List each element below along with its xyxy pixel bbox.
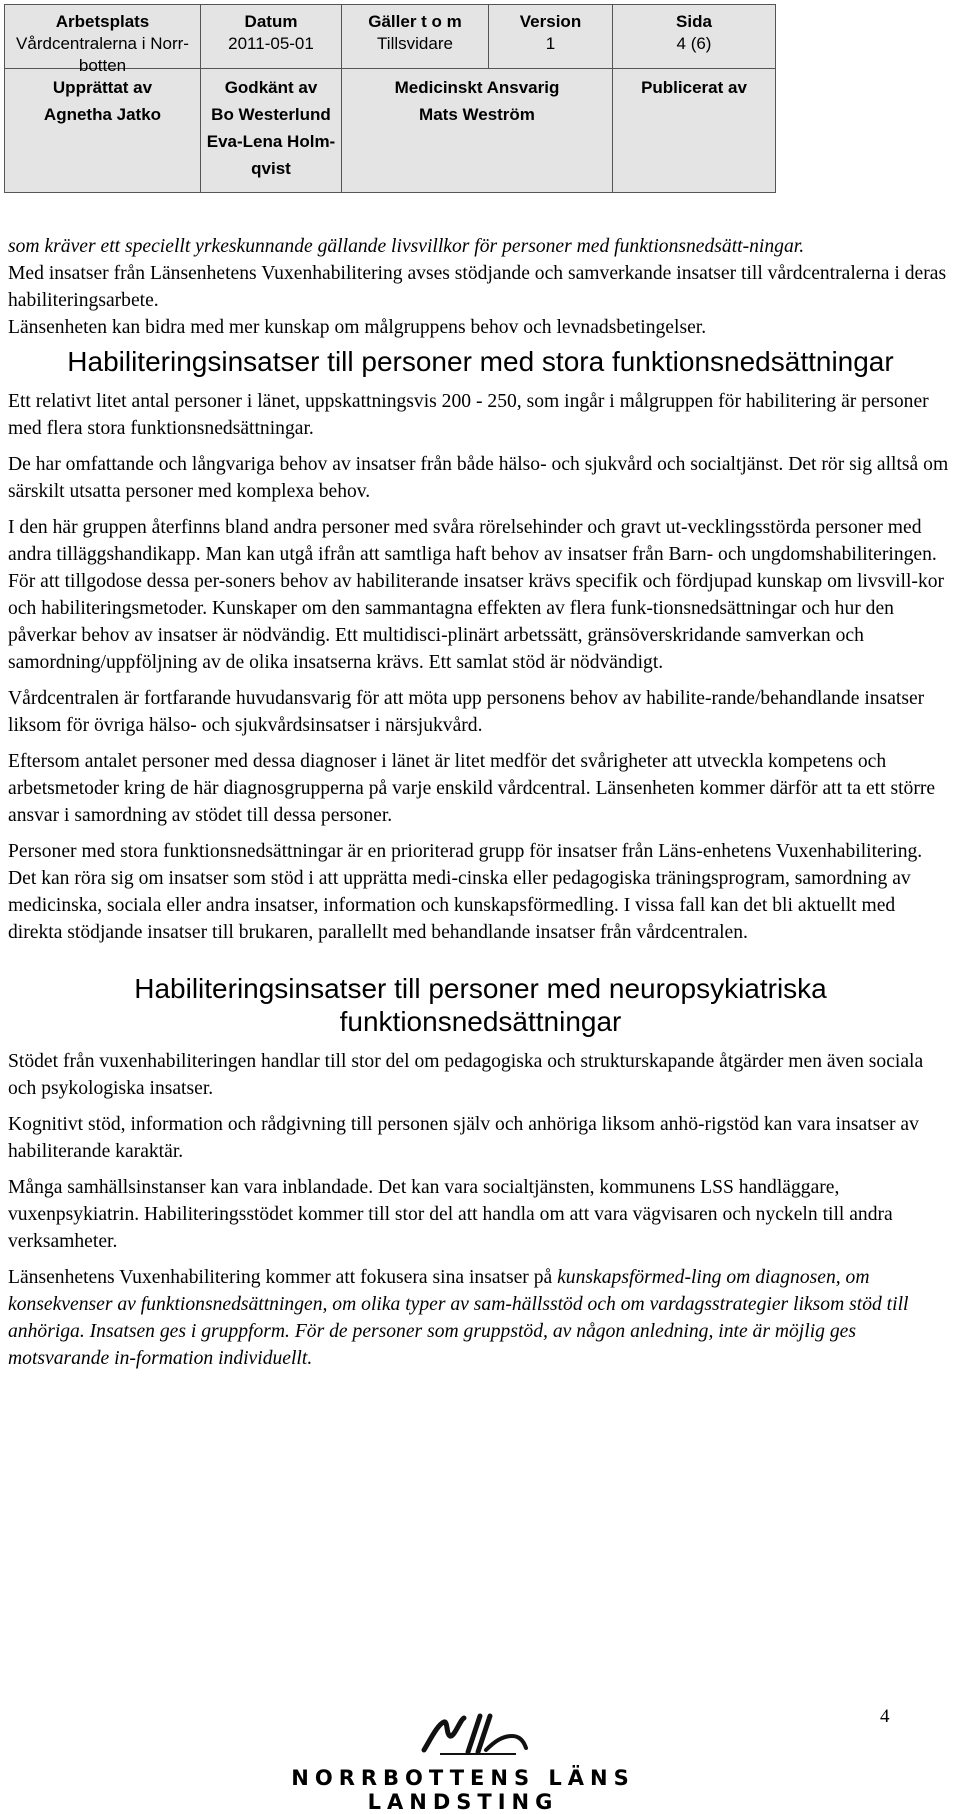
section1-paragraph-2: De har omfattande och långvariga behov av insatser från både hälso- och sjukvård och socialtjänst. Det rör sig alltså om särskilt utsatta personer med komplexa behov. [8,454,949,502]
approved-by-value: Bo Westerlund Eva-Lena Holm- qvist [206,105,336,178]
section2-paragraph-3: Många samhällsinstanser kan vara inblandade. Det kan vara socialtjänsten, kommunens LSS handläggare, vuxenpsykiatrin. Habiliteringsstödet kommer till stor del att handla om att vara vägvisaren och nyckeln till andra verksamheter. [8,1177,893,1252]
section2-paragraph-4: Länsenhetens Vuxenhabilitering kommer att fokusera sina insatser på kunskapsförmed-ling om diagnosen, om konsekvenser av funktionsnedsättningen, om olika typer av sam-hällsstöd och om vardagsstrategier liksom stöd till anhöriga. Insatsen ges i gruppform. För de personer som gruppstöd, av någon anledning, inte är möjlig ges motsvarande in-formation individuellt. [8,1267,909,1369]
landsting-logo-icon [420,1712,530,1757]
intro-paragraph-3: Länsenheten kan bidra med mer kunskap om målgruppens behov och levnadsbetingelser. [8,317,707,338]
document-body [8,233,953,1381]
header-cell-workplace: Arbetsplats Vårdcentralerna i Norr- botten [5,5,201,68]
header-cell-published-by: Publicerat av [641,78,747,97]
header-cell-medical-responsible: Medicinskt Ansvarig Mats Weström [342,68,613,192]
intro-paragraph-2: Med insatser från Länsenhetens Vuxenhabilitering avses stödjande och samverkande insatser till vårdcentralerna i deras habiliteringsarbete. [8,263,947,311]
section1-paragraph-1: Ett relativt litet antal personer i länet, uppskattningsvis 200 - 250, som ingår i målgruppen för habilitering är personer med flera stora funktionsnedsättningar. [8,391,929,439]
section1-paragraph-5: Eftersom antalet personer med dessa diagnoser i länet är litet medför det svårigheter att utveckla kompetens och arbetsmetoder kring de här diagnosgrupperna på varje enskild vårdcentral. Länsenheten kommer därför att ta ett större ansvar i samordning av stödet till dessa personer. [8,751,936,826]
header-cell-approved-by: Godkänt av Bo Westerlund Eva-Lena Holm- qvist [201,68,342,192]
section1-paragraph-6: Personer med stora funktionsnedsättningar är en prioriterad grupp för insatser från Läns-enhetens Vuxenhabilitering. Det kan röra sig om insatser som stöd i att upprätta medi-cinska eller pedagogiska träningsprogram, samordning av medicinska, sociala eller andra insatser, information och kunskapsförmedling. I vissa fall kan det bli aktuellt med direkta stödjande insatser till brukaren, parallellt med behandlande insatser från vårdcentralen. [8,841,923,943]
header-cell-version: Version 1 [489,5,613,68]
workplace-value: Vårdcentralerna i Norr- botten [16,34,189,75]
section-heading-severe-disabilities: Habiliteringsinsatser till personer med stora funktionsnedsättningar [67,346,894,377]
section2-paragraph-1: Stödet från vuxenhabiliteringen handlar till stor del om pedagogiska och strukturskapande åtgärder men även sociala och psykologiska insatser. [8,1051,924,1099]
header-cell-page: Sida 4 (6) [676,12,712,53]
section-heading-neuropsychiatric: Habiliteringsinsatser till personer med neuropsykiatriska funktionsnedsättningar [134,973,827,1037]
header-cell-prepared-by: Upprättat av Agnetha Jatko [5,68,201,192]
section1-paragraph-4: Vårdcentralen är fortfarande huvudansvarig för att möta upp personens behov av habilite-rande/behandlande insatser liksom för övriga hälso- och sjukvårdsinsatser i närsjukvård. [8,688,925,736]
header-row-2 [5,68,775,192]
section1-paragraph-3: I den här gruppen återfinns bland andra personer med svåra rörelsehinder och gravt ut-vecklingsstörda personer med andra tilläggshandikapp. Man kan utgå ifrån att samtliga haft behov av insatser från Barn- och ungdomshabiliteringen. För att tillgodose dessa per-soners behov av habiliterande insatser krävs specifik och fördjupad kunskap om livsvill-kor och habiliteringsmetoder. Kunskaper om den sammantagna effekten av flera funk-tionsnedsättningar och hur den påverkar behov av insatser är nödvändig. Ett multidisci-plinärt arbetssätt, gränsöverskridande samverkan och samordning/uppföljning av de olika insatserna krävs. Ett samlat stöd är nödvändigt. [8,517,945,673]
intro-paragraph-1: som kräver ett speciellt yrkeskunnande gällande livsvillkor för personer med funktionsnedsätt-ningar. [8,236,805,257]
organization-name: NORRBOTTENS LÄNS LANDSTING [291,1766,635,1814]
header-cell-date: Datum 2011-05-01 [201,5,342,68]
header-cell-valid-until: Gäller t o m Tillsvidare [342,5,489,68]
section2-paragraph-2: Kognitivt stöd, information och rådgivning till personen själv och anhöriga liksom anhö-rigstöd kan vara insatser av habiliterande karaktär. [8,1114,919,1162]
page-number: 4 [880,1706,890,1727]
header-row-1 [5,5,775,75]
document-header-table [4,4,776,193]
